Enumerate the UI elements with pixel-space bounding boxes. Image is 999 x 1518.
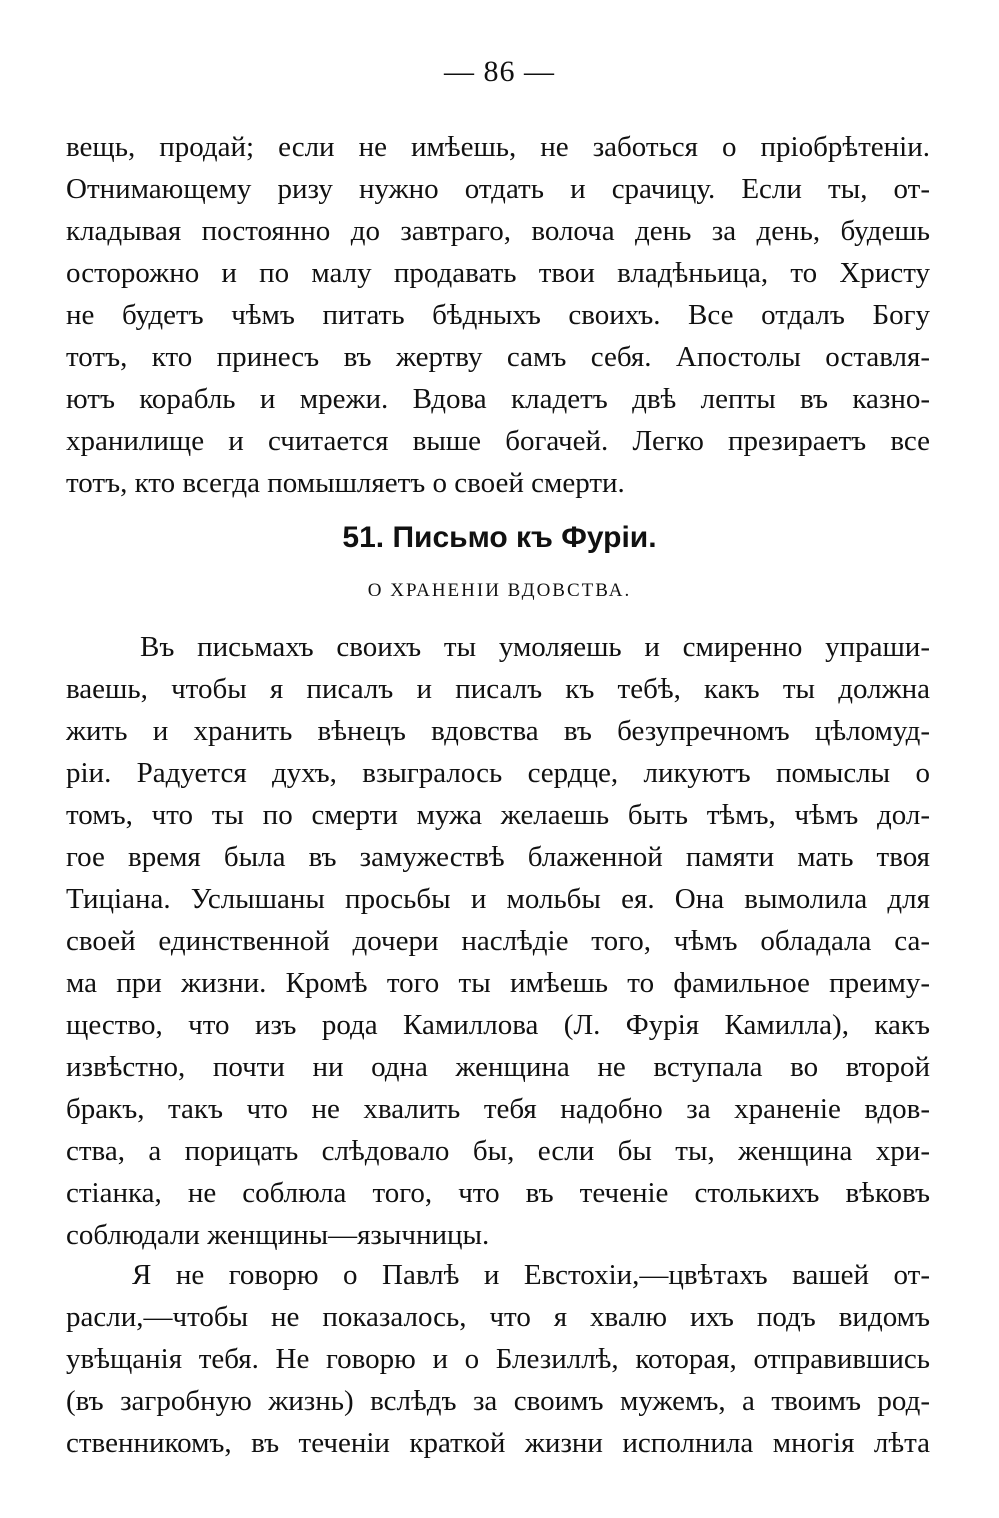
text-line: увѣщанія тебя. Не говорю и о Блезиллѣ, которая, отправившись (66, 1343, 930, 1375)
text-line: гое время была въ замужествѣ блаженной памяти мать твоя (66, 841, 930, 873)
text-line: тотъ, кто принесъ въ жертву самъ себя. Апостолы оставля- (66, 341, 930, 373)
text-line: тотъ, кто всегда помышляетъ о своей смерти. (66, 467, 625, 499)
text-line: бракъ, такъ что не хвалить тебя надобно за храненіе вдов- (66, 1093, 930, 1125)
text-line: хранилище и считается выше богачей. Легко презираетъ все (66, 425, 930, 457)
text-line: стіанка, не соблюла того, что въ теченіе столькихъ вѣковъ (66, 1177, 930, 1209)
text-line: извѣстно, почти ни одна женщина не вступала во второй (66, 1051, 930, 1083)
text-line: Отнимающему ризу нужно отдать и срачицу. Если ты, от- (66, 173, 930, 205)
text-line: вещь, продай; если не имѣешь, не заботься о пріобрѣтеніи. (66, 131, 930, 163)
text-line: томъ, что ты по смерти мужа желаешь быть тѣмъ, чѣмъ дол- (66, 799, 930, 831)
text-line: своей единственной дочери наслѣдіе того, чѣмъ обладала са- (66, 925, 930, 957)
text-line: ютъ корабль и мрежи. Вдова кладетъ двѣ лепты въ казно- (66, 383, 930, 415)
text-line: щество, что изъ рода Камиллова (Л. Фурія Камилла), какъ (66, 1009, 930, 1041)
text-line: (въ загробную жизнь) вслѣдъ за своимъ мужемъ, а твоимъ род- (66, 1385, 930, 1417)
text-line: Я не говорю о Павлѣ и Евстохіи,—цвѣтахъ вашей от- (132, 1259, 930, 1291)
text-line: осторожно и по малу продавать твои владѣньица, то Христу (66, 257, 930, 289)
paragraph-2 (66, 626, 930, 1256)
section-title: 51. Письмо къ Фуріи. (342, 521, 657, 554)
text-line: расли,—чтобы не показалось, что я хвалю ихъ подъ видомъ (66, 1301, 930, 1333)
text-line: Тиціана. Услышаны просьбы и мольбы ея. Она вымолила для (66, 883, 930, 915)
text-line: ства, а порицать слѣдовало бы, если бы ты, женщина хри- (66, 1135, 930, 1167)
paragraph-1 (66, 126, 930, 504)
section-subtitle: О ХРАНЕНІИ ВДОВСТВА. (367, 580, 632, 601)
text-line: кладывая постоянно до завтраго, волоча день за день, будешь (66, 215, 930, 247)
text-line: жить и хранить вѣнецъ вдовства въ безупречномъ цѣломуд- (66, 715, 930, 747)
page-number: — 86 — (444, 55, 555, 88)
text-line: ваешь, чтобы я писалъ и писалъ къ тебѣ, какъ ты должна (66, 673, 930, 705)
text-line: ственникомъ, въ теченіи краткой жизни исполнила многія лѣта (66, 1427, 930, 1459)
text-line: не будетъ чѣмъ питать бѣдныхъ своихъ. Все отдалъ Богу (66, 299, 930, 331)
text-line: Въ письмахъ своихъ ты умоляешь и смиренно упраши- (140, 631, 930, 663)
text-line: соблюдали женщины—язычницы. (66, 1219, 490, 1251)
text-line: ріи. Радуется духъ, взыгралось сердце, ликуютъ помыслы о (66, 757, 930, 789)
paragraph-3 (66, 1254, 930, 1464)
text-line: ма при жизни. Кромѣ того ты имѣешь то фамильное преиму- (66, 967, 930, 999)
